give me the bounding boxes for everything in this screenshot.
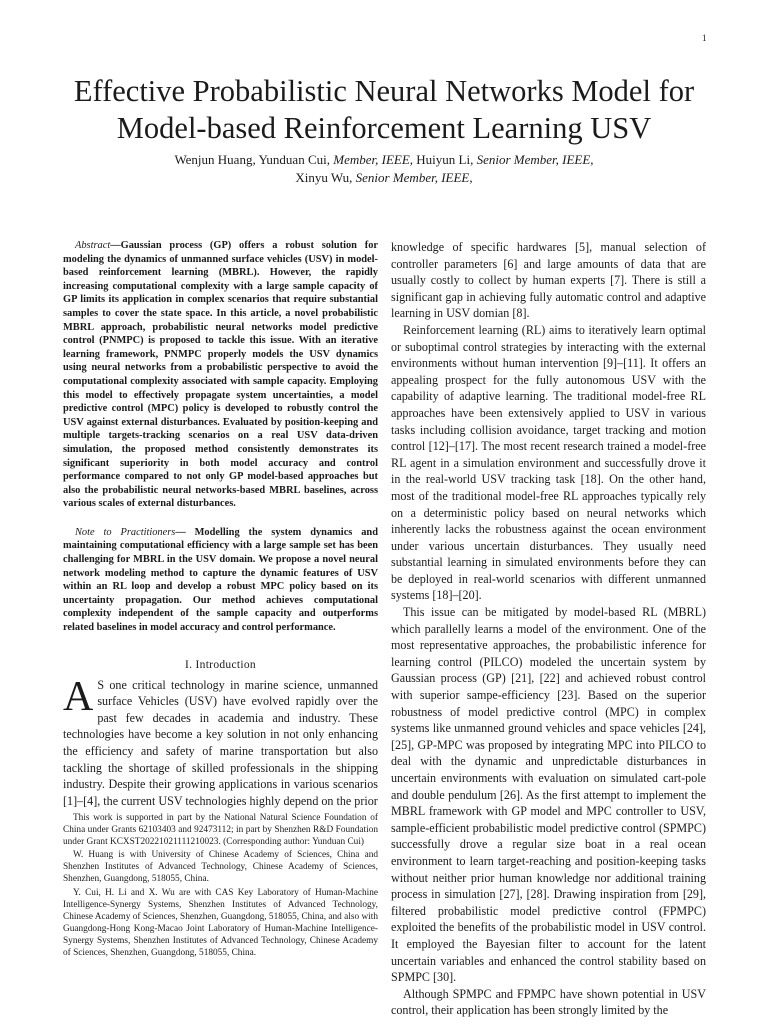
intro-paragraph-3: This issue can be mitigated by model-based RL (MBRL) which parallelly learns a model of the environment. One of the most representative approaches, the probabilistic inference for learning control (PILCO) modeled the uncertain system by Gaussian process (GP) [21], [22] and achieved robust control with superior sampe-efficiency [23]. Based on the superior robustness of model predictive control (MPC) in complex systems like unmanned ground vehicles and space vehicles [24], [25], GP-MPC was proposed by integrating MPC into PILCO to deal with the dynamic and unpredictable disturbances in uncertain environments with evaluation on simulated cart-pole and double pendulum [26]. As the first attempt to implement the MBRL framework with GP model and MPC controller to USV, sample-efficient probabilistic model predictive control (SPMPC) successfully drove a regular size boat in a real ocean environment to learn target-reaching and position-keeping tasks without neither prior human knowledge nor additional training process in simulation [27], [28]. Drawing inspiration from [29], filtered probabilistic model predictive control (FPMPC) exploited the benefits of the probabilistic model in USV control. It employed the Bayesian filter to account for the latent uncertain variables and enhanced the control stability based on SPMPC [30]. <box>391 605 706 985</box>
left-column <box>63 239 378 809</box>
practitioners-text: — Modelling the system dynamics and maintaining computational efficiency with a large sample set has been challenging for MBRL in the USV domain. We propose a novel neural network modeling method to capture the dynamic features of USV within an RL loop and develop a robust MPC policy based on its uncertainty propagation. Our method achieves computational complexity independent of the sample capacity and outperforms related baselines in model accuracy and control performance. <box>63 526 378 634</box>
intro-right-text <box>391 239 706 1019</box>
section-heading-introduction: I. Introduction <box>185 658 256 671</box>
intro-paragraph-1-continued: knowledge of specific hardwares [5], manual selection of controller parameters [6] and large amounts of data that are usually costly to collect by human experts [7]. There is still a significant gap in achieving fully automatic control and adaptive learning in USV domian [8]. <box>391 240 706 321</box>
author-affiliation-senior-1: Senior Member, IEEE, <box>476 152 594 167</box>
footnote-funding: This work is supported in part by the National Natural Science Foundation of China under Grants 62103403 and 92473112; in part by Shenzhen R&D Foundation under Grant KCXST20221021111210023. (Corresponding author: Yunduan Cui) <box>63 813 378 848</box>
intro-paragraph-1 <box>63 673 378 810</box>
author-affiliation-senior-2: Senior Member, IEEE, <box>355 170 473 185</box>
drop-cap: A <box>63 673 94 720</box>
abstract <box>63 239 378 511</box>
intro-left-text <box>63 673 378 810</box>
page-number: 1 <box>702 33 707 43</box>
footnotes <box>63 812 378 959</box>
authors-names-2: Huiyun Li, <box>413 152 477 167</box>
authors-names-1: Wenjun Huang, Yunduan Cui, <box>174 152 334 167</box>
intro-paragraph-1-text: S one critical technology in marine science, unmanned surface Vehicles (USV) have evolved rapidly over the past few decades in academia and industry. These technologies have become a key solution in not only enhancing the efficiency and safety of marine transportation but also tackling the shortage of skilled professionals in the shipping industry. Despite their growing applications in various scenarios [1]–[4], the current USV technologies highly depend on the prior <box>63 677 378 808</box>
note-to-practitioners <box>63 526 378 635</box>
intro-paragraph-2: Reinforcement learning (RL) aims to iteratively learn optimal or suboptimal control strategies by interacting with the external environments without human intervention [9]–[11]. It offers an appealing prospect for the fully autonomous USV with the capability of adaptive learning. The traditional model-free RL approaches have been extensively applied to USV in various tasks including collision avoidance, target tracking and motion control [12]–[17]. The most recent research trained a model-free RL agent in a simulation environment and successfully drove it in the real-world USV tracking task [18]. On the other hand, most of the traditional model-free RL approaches typically rely on a deterministic policy based on neural networks which inherently lacks the robustness against the ocean environment under various uncertain disturbances. They usually need substantial learning in simulated environments before they can be deployed in real-world scenarios with different unmanned systems [18]–[20]. <box>391 322 706 603</box>
intro-paragraph-4: Although SPMPC and FPMPC have shown potential in USV control, their application has been strongly limited by the <box>391 986 706 1018</box>
practitioners-label: Note to Practitioners <box>75 526 176 538</box>
abstract-label: Abstract <box>75 240 111 251</box>
abstract-text: —Gaussian process (GP) offers a robust solution for modeling the dynamics of unmanned surface vehicles (USV) in model-based reinforcement learning (MBRL). However, the rapidly increasing computational complexity with a large sample capacity of GP limits its application in complex scenarios that require substantial samples to cover the state space. In this article, a novel probabilistic MBRL approach, probabilistic neural networks model predictive control (PNMPC) is proposed to tackle this issue. With an iterative learning framework, PNMPC properly models the USV dynamics using neural networks from a probabilistic perspective to avoid the computational complexity associated with sample capacity. Employing this model to effectively propagate system uncertainties, a model predictive control (MPC) policy is developed to robustly control the USV against external disturbances. Evaluated by position-keeping and multiple targets-tracking scenarios on a real USV data-driven simulation, the proposed method consistently demonstrates its significant superiority in both model accuracy and control performance compared to not only GP model-based approaches but also the probabilistic neural networks-based MBRL baselines, across various scales of external disturbances. <box>63 240 378 510</box>
right-column <box>391 239 706 1019</box>
title-line-1: Effective Probabilistic Neural Networks Model for <box>73 74 695 108</box>
footnote-affiliation-huang: W. Huang is with University of Chinese Academy of Sciences, China and Shenzhen Institutes of Advanced Technology, Chinese Academy of Sciences, Shenzhen, Guangdong, 518055, China. <box>63 850 378 885</box>
author-list <box>40 151 728 187</box>
title-line-2: Model-based Reinforcement Learning USV <box>116 111 652 145</box>
paper-title <box>40 73 728 147</box>
footnote-affiliation-others: Y. Cui, H. Li and X. Wu are with CAS Key Laboratory of Human-Machine Intelligence-Synergy Systems, Shenzhen Institutes of Advanced Technology, Chinese Academy of Sciences, Shenzhen, Guangdong, 518055, China, and also with Guangdong-Hong Kong-Macao Joint Laboratory of Human-Machine Intelligence-Synergy Systems, Shenzhen Institutes of Advanced Technology, Chinese Academy of Sciences, Shenzhen, Guangdong, 518055, China. <box>63 887 378 959</box>
author-affiliation-member: Member, IEEE, <box>333 152 414 167</box>
authors-names-3: Xinyu Wu, <box>295 170 356 185</box>
